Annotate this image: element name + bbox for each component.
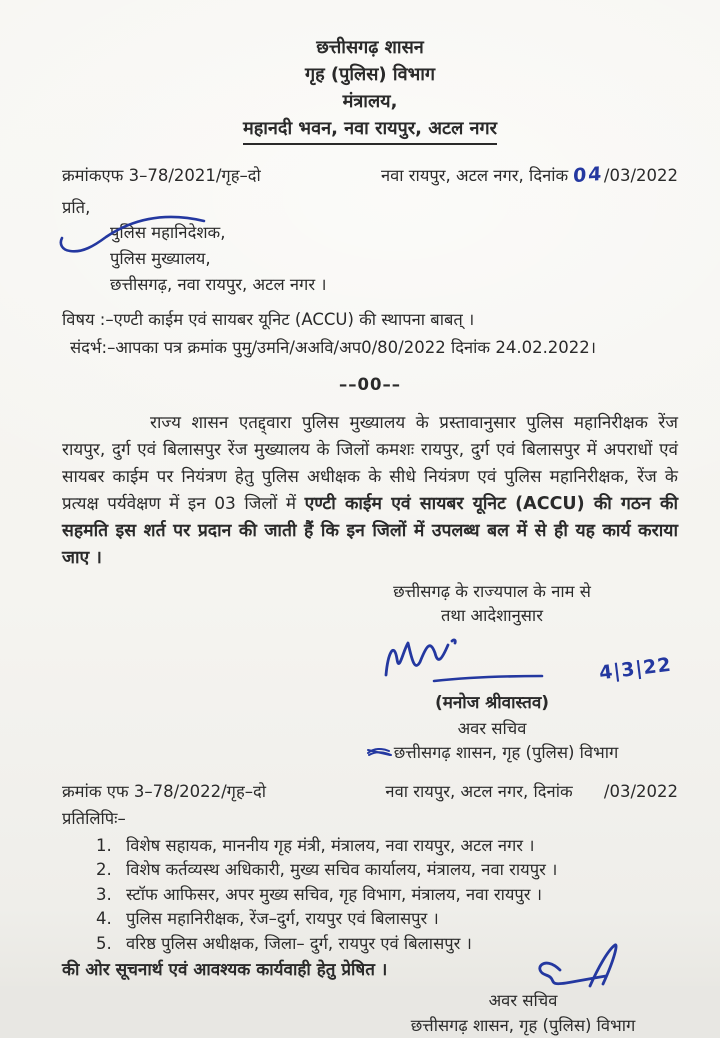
ministry-name: मंत्रालय, <box>342 91 398 112</box>
copy-item-text: पुलिस महानिरीक्षक, रेंज–दुर्ग, रायपुर एवं बिलासपुर । <box>126 909 439 928</box>
copies-ref-line <box>62 780 678 805</box>
copy-item-text: स्टॉफ आफिसर, अपर मुख्य सचिव, गृह विभाग, मंत्रालय, नवा रायपुर । <box>126 884 543 904</box>
authority-block <box>306 580 678 767</box>
dispatch-text: की ओर सूचनार्थ एवं आवश्यक कार्यवाही हेतु प्रेषित । <box>62 960 388 980</box>
copy-item-text: विशेष सहायक, माननीय गृह मंत्री, मंत्रालय, नवा रायपुर, अटल नगर । <box>126 835 535 855</box>
copies-label: प्रतिलिपिः– <box>62 808 126 828</box>
recipient-block <box>110 220 678 298</box>
signer-department: छत्तीसगढ़ शासन, गृह (पुलिस) विभाग <box>393 743 619 763</box>
closing-signature-scribble <box>530 942 640 1000</box>
strike-scribble <box>366 745 396 759</box>
signature-scribble <box>376 631 546 691</box>
copy-item-number: 2. <box>96 860 112 879</box>
recipient-line-2: पुलिस मुख्यालय, <box>110 249 211 269</box>
handwritten-day: 04 <box>573 162 605 188</box>
office-address: महानदी भवन, नवा रायपुर, अटल नगर <box>243 115 497 145</box>
body-text-bold: एण्टी काईम एवं सायबर यूनिट (ACCU) की गठन की सहमति इस शर्त पर प्रदान की जाती हैं कि इन जिलों में उपलब्ध बल में से ही यह कार्य कराया जाए । <box>62 493 678 568</box>
salutation-label: प्रति, <box>62 197 91 217</box>
copy-item-number: 1. <box>96 835 112 855</box>
reference-line: संदर्भ:–आपका पत्र क्रमांक पुमु/उमनि/अअवि/अप0/80/2022 दिनांक 24.02.2022। <box>70 338 597 357</box>
signer-name: (मनोज श्रीवास्तव) <box>434 693 550 713</box>
closing-designation: अवर सचिव <box>488 990 558 1010</box>
signer-department-line <box>306 741 678 766</box>
government-name: छत्तीसगढ़ शासन <box>316 37 424 58</box>
letter-number: क्रमांकएफ 3–78/2021/गृह–दो <box>62 166 261 185</box>
copy-item-number: 3. <box>96 884 112 904</box>
place-date <box>381 161 678 190</box>
recipient-line-1: पुलिस महानिदेशक, <box>110 223 226 243</box>
closing-department: छत्तीसगढ़ शासन, गृह (पुलिस) विभाग <box>410 1015 636 1035</box>
copies-place-date <box>385 780 678 805</box>
copy-item <box>96 883 678 908</box>
department-name: गृह (पुलिस) विभाग <box>304 64 436 85</box>
place-date-label: नवा रायपुर, अटल नगर, दिनांक <box>380 166 569 185</box>
tick-mark-scribble <box>54 206 214 258</box>
copy-item <box>96 907 678 932</box>
copies-place-date-label: नवा रायपुर, अटल नगर, दिनांक <box>385 782 573 801</box>
body-paragraph <box>62 410 678 572</box>
letterhead <box>62 34 678 145</box>
copy-item-number: 5. <box>96 933 112 953</box>
signer-designation: अवर सचिव <box>457 718 527 738</box>
copy-item-number: 4. <box>96 909 112 928</box>
copy-item-text: विशेष कर्तव्यस्थ अधिकारी, मुख्य सचिव कार्यालय, मंत्रालय, नवा रायपुर । <box>126 860 558 879</box>
date-printed: /03/2022 <box>603 166 678 185</box>
subject-line: विषय :–एण्टी काईम एवं सायबर यूनिट (ACCU) की स्थापना बाबत् । <box>62 310 475 330</box>
by-order-line: तथा आदेशानुसार <box>441 606 543 626</box>
signature-zone <box>306 629 678 691</box>
ref-line <box>62 161 678 190</box>
body-text: राज्य शासन एतद्द्वारा पुलिस मुख्यालय के प्रस्तावानुसार पुलिस महानिरीक्षक रेंज रायपुर, दुर्ग एवं बिलासपुर रेंज मुख्यालय के जिलों कमशः रायपुर, दुर्ग एवं बिलासपुर में अपराधों एवं सायबर काईम पर नियंत्रण हेतु पुलिस अधीक्षक के सीधे नियंत्रण एवं पुलिस महानिरीक्षक, रेंज के प्रत्यक्ष पर्यवेक्षण में इन 03 जिलों में <box>62 412 678 514</box>
signature-date: 4|3|22 <box>598 653 674 685</box>
copy-item <box>96 858 678 883</box>
dispatch-line <box>62 958 678 984</box>
on-behalf-line: छत्तीसगढ़ के राज्यपाल के नाम से <box>393 581 591 601</box>
copy-item-text: वरिष्ठ पुलिस अधीक्षक, जिला– दुर्ग, रायपुर एवं बिलासपुर । <box>126 933 472 953</box>
recipient-line-3: छत्तीसगढ़, नवा रायपुर, अटल नगर । <box>110 275 327 295</box>
copy-item <box>96 834 678 859</box>
copies-date-printed: /03/2022 <box>603 782 678 801</box>
section-divider: ––00–– <box>339 374 401 394</box>
copies-letter-number: क्रमांक एफ 3–78/2022/गृह–दो <box>62 782 267 801</box>
copies-list <box>96 834 678 957</box>
